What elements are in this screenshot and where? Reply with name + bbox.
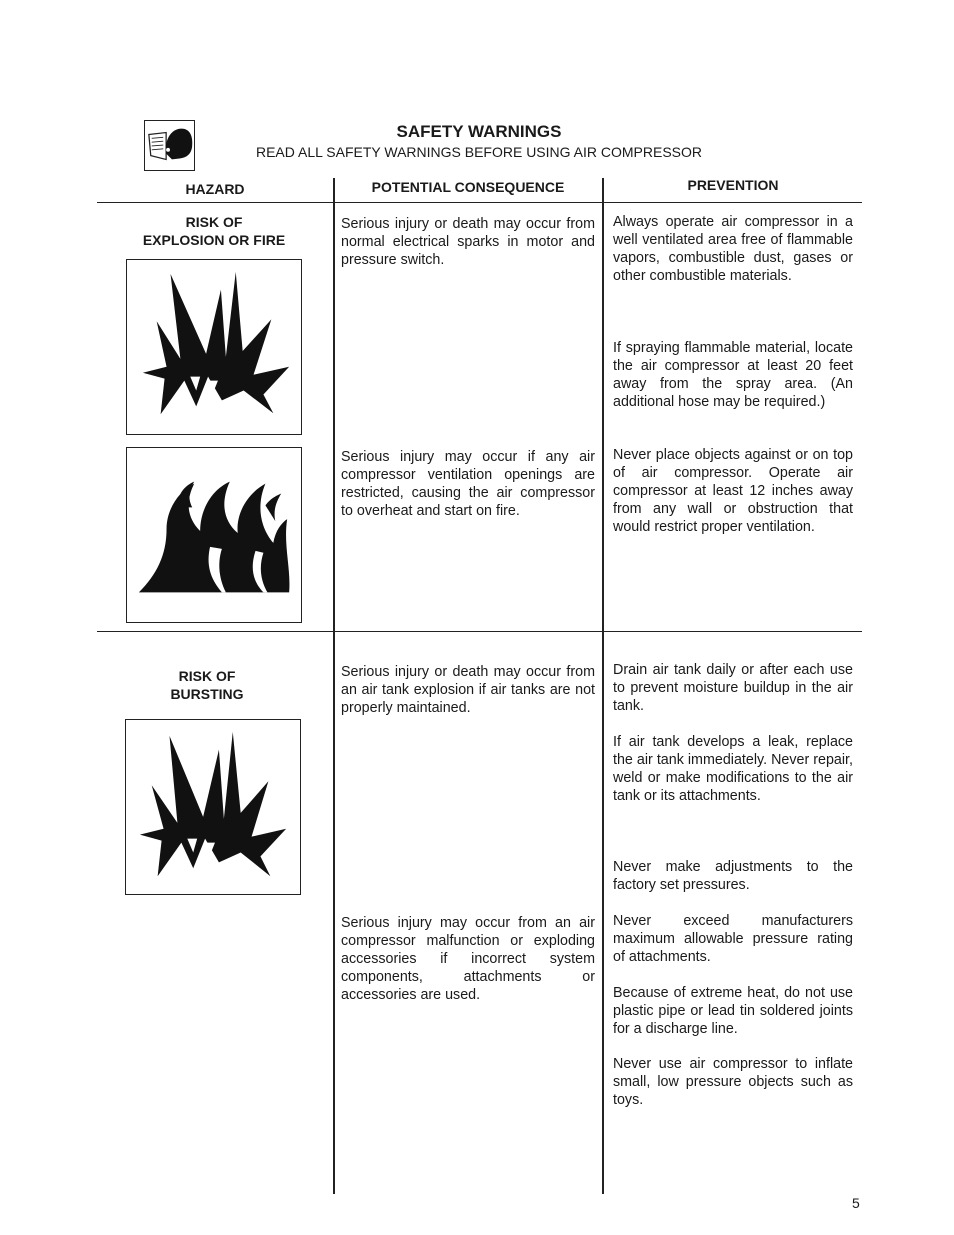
- hazard-label-line: RISK OF: [185, 214, 243, 230]
- hazard-label-line: BURSTING: [170, 686, 244, 702]
- hazard-label-explosion-fire: [120, 213, 308, 249]
- consequence-text: Serious injury may occur from an air compressor malfunction or exploding accessories if incorrect system components, attachments or accessories are used.: [341, 915, 595, 1003]
- section-rule: [97, 631, 862, 632]
- read-manual-icon: [144, 120, 195, 171]
- prevention-text: Never use air compressor to inflate small, low pressure objects such as toys.: [613, 1056, 853, 1108]
- hazard-label-line: EXPLOSION OR FIRE: [142, 232, 286, 248]
- hazard-label-bursting: [112, 667, 302, 703]
- prevention-text: If spraying flammable material, locate the air compressor at least 20 feet away from the spray area. (An additional hose may be required.): [613, 340, 853, 410]
- header-rule: [97, 202, 862, 203]
- bursting-icon: [125, 719, 301, 895]
- column-divider-right: [602, 178, 604, 1194]
- column-header-consequence: POTENTIAL CONSEQUENCE: [371, 179, 565, 195]
- page-number: 5: [852, 1195, 860, 1211]
- hazard-label-line: RISK OF: [178, 668, 236, 684]
- prevention-text: Drain air tank daily or after each use to prevent moisture buildup in the air tank.: [613, 662, 853, 714]
- prevention-text: Never make adjustments to the factory set pressures.: [613, 859, 853, 893]
- fire-icon: [126, 447, 302, 623]
- prevention-text: Always operate air compressor in a well ventilated area free of flammable vapors, combustible dust, gases or other combustible materials.: [613, 214, 853, 284]
- column-divider-left: [333, 178, 335, 1194]
- column-header-prevention: PREVENTION: [687, 177, 779, 193]
- consequence-text: Serious injury or death may occur from normal electrical sparks in motor and pressure switch.: [341, 216, 595, 268]
- consequence-text: Serious injury may occur if any air compressor ventilation openings are restricted, causing the air compressor to overheat and start on fire.: [341, 449, 595, 519]
- page-title: SAFETY WARNINGS: [396, 122, 562, 141]
- consequence-text: Serious injury or death may occur from an air tank explosion if air tanks are not properly maintained.: [341, 664, 595, 716]
- page-subtitle: READ ALL SAFETY WARNINGS BEFORE USING AIR COMPRESSOR: [255, 144, 703, 160]
- prevention-text: Never exceed manufacturers maximum allowable pressure rating of attachments.: [613, 913, 853, 965]
- prevention-text: Never place objects against or on top of air compressor. Operate air compressor at least 12 inches away from any wall or obstruction that would restrict proper ventilation.: [613, 447, 853, 535]
- prevention-text: If air tank develops a leak, replace the air tank immediately. Never repair, weld or make modifications to the air tank or its attachments.: [613, 734, 853, 804]
- prevention-text: Because of extreme heat, do not use plastic pipe or lead tin soldered joints for a discharge line.: [613, 985, 853, 1037]
- explosion-icon: [126, 259, 302, 435]
- column-header-hazard: HAZARD: [185, 181, 245, 197]
